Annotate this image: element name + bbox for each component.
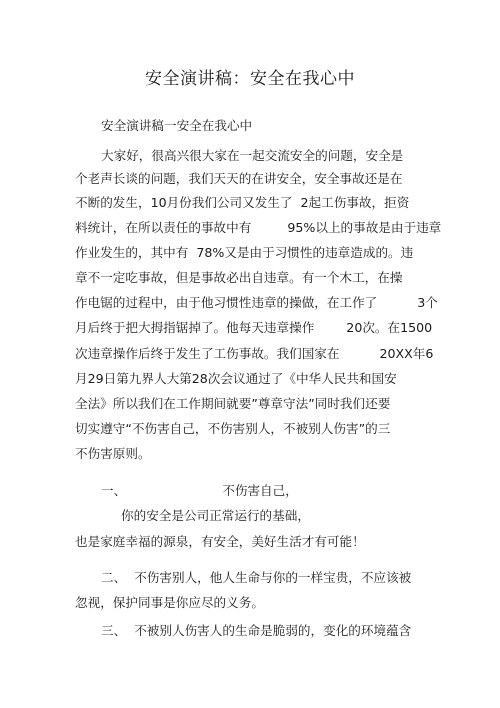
paragraph-line: 忽视，保护同事是你应尽的义务。: [75, 595, 264, 610]
principle-heading-1: 一、 不伤害自己，: [101, 483, 298, 498]
paragraph-line: 也是家庭幸福的源泉，有安全，美好生活才有可能！: [75, 534, 365, 549]
paragraph-line: 章不一定吃事故，但是事故必出自违章。有一个木工，在操: [75, 270, 403, 285]
paragraph-line: 月29日第九界人大第28次会议通过了《中华人民共和国安: [75, 371, 397, 386]
paragraph-line: 切实遵守“不伤害自己，不伤害别人，不被别人伤害”的三: [75, 421, 391, 436]
paragraph-line: 不伤害原则。: [75, 446, 151, 461]
paragraph-line: 作电锯的过程中，由于他习惯性违章的操做，在工作了 3个: [75, 295, 438, 310]
document-title: 安全演讲稿：安全在我心中: [145, 69, 355, 89]
paragraph-line: 个老声长谈的问题，我们天天的在讲安全，安全事故还是在: [75, 171, 403, 186]
paragraph-line: 不断的发生，10月份我们公司又发生了 2起工伤事故，拒资: [75, 195, 410, 210]
paragraph-line: 大家好，很高兴很大家在一起交流安全的问题，安全是: [101, 148, 404, 163]
paragraph-line: 次违章操作后终于发生了工伤事故。我们国家在 20XX年6: [75, 346, 434, 361]
paragraph-line: 你的安全是公司正常运行的基础，: [121, 508, 310, 523]
paragraph-line: 月后终于把大拇指锯掉了。他每天违章操作 20次。在1500: [75, 320, 433, 335]
paragraph-line: 料统计，在所以责任的事故中有 95%以上的事故是由于违章: [75, 220, 442, 235]
subtitle-line: 安全演讲稿一安全在我心中: [101, 118, 253, 133]
paragraph-line: 作业发生的，其中有 78%又是由于习惯性的违章造成的。违: [75, 245, 414, 260]
paragraph-line: 全法》所以我们在工作期间就要”尊章守法”同时我们还要: [75, 396, 391, 411]
principle-line-3: 三、 不被别人伤害人的生命是脆弱的，变化的环境蕴含: [101, 623, 412, 638]
principle-line-2: 二、 不伤害别人，他人生命与你的一样宝贵，不应该被: [101, 570, 412, 585]
